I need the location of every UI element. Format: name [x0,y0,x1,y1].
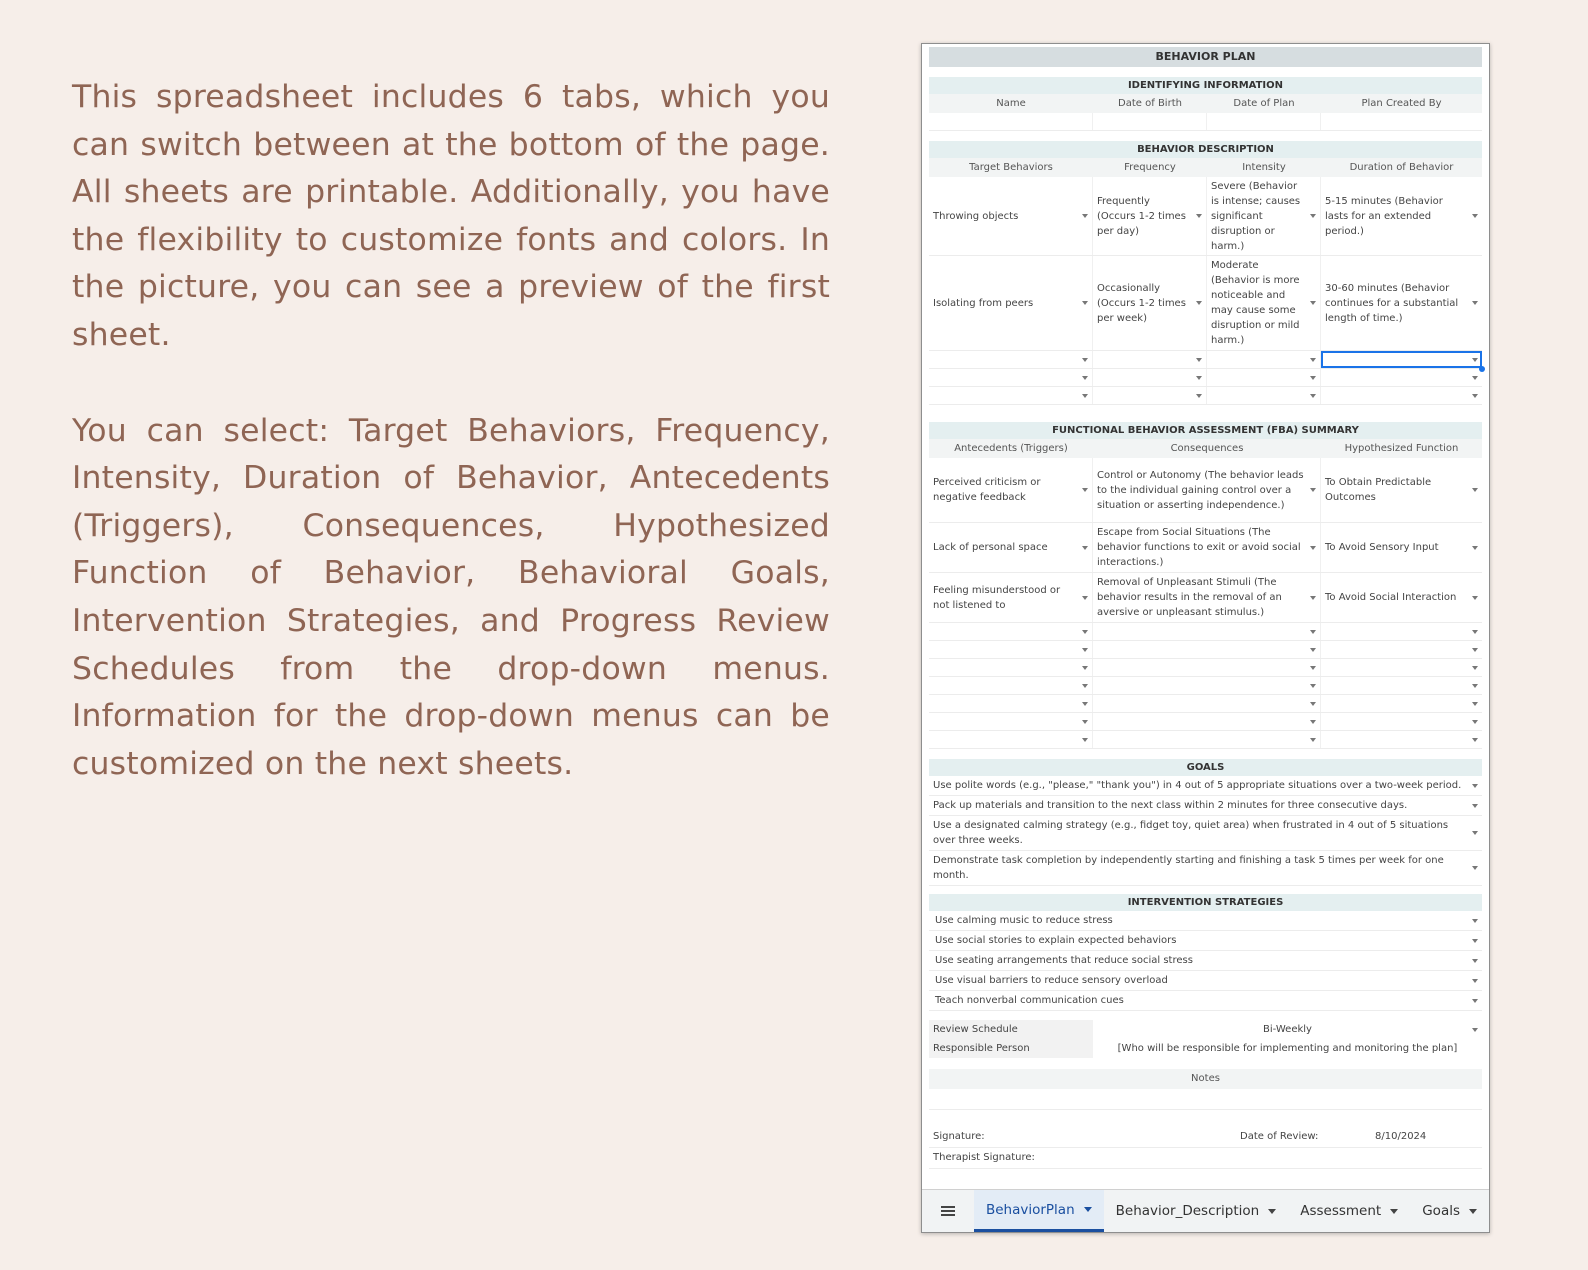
intervention-dropdown[interactable]: Use seating arrangements that reduce social stress [929,951,1482,970]
intervention-row [929,951,1482,971]
dropdown-arrow-icon [1082,648,1088,652]
fba-empty-row [929,659,1482,677]
dropdown-arrow-icon [1472,684,1478,688]
column-header-consequences: Consequences [1170,443,1244,454]
dropdown-arrow-icon [1472,919,1478,923]
dropdown-arrow-icon [1472,999,1478,1003]
date-of-review-value[interactable]: 8/10/2024 [1375,1131,1427,1142]
behavior-empty-row [929,387,1482,405]
target-behavior-dropdown[interactable] [929,351,1093,368]
dropdown-arrow-icon [1082,666,1088,670]
dropdown-arrow-icon [1310,648,1316,652]
consequence-dropdown[interactable]: Control or Autonomy (The behavior leads to the individual gaining control over a situation or asserting independence.) [1093,458,1321,522]
column-header-name: Name [996,98,1026,109]
antecedent-dropdown[interactable] [929,731,1093,748]
dropdown-arrow-icon [1310,702,1316,706]
dropdown-arrow-icon [1310,214,1316,218]
responsible-person-value[interactable]: [Who will be responsible for implementing and monitoring the plan] [1117,1043,1458,1054]
function-dropdown[interactable] [1321,695,1482,712]
fba-empty-row [929,677,1482,695]
signature-label: Signature: [933,1131,985,1142]
intervention-dropdown[interactable]: Teach nonverbal communication cues [929,991,1482,1010]
dropdown-arrow-icon [1472,866,1478,870]
dropdown-arrow-icon [1472,301,1478,305]
fba-columns [929,439,1482,458]
dropdown-arrow-icon [1082,738,1088,742]
intensity-dropdown[interactable]: Severe (Behavior is intense; causes significant disruption or harm.) [1207,177,1321,255]
function-dropdown[interactable] [1321,713,1482,730]
dropdown-arrow-icon [1082,684,1088,688]
dropdown-arrow-icon [1082,394,1088,398]
dropdown-arrow-icon [1310,720,1316,724]
antecedent-dropdown[interactable] [929,623,1093,640]
review-schedule-label: Review Schedule [929,1020,1093,1039]
dropdown-arrow-icon [1310,376,1316,380]
dropdown-arrow-icon [1472,979,1478,983]
therapist-signature-label: Therapist Signature: [933,1152,1035,1163]
intro-text-block [72,74,830,788]
dropdown-arrow-icon [1472,488,1478,492]
intervention-dropdown[interactable]: Use calming music to reduce stress [929,911,1482,930]
dropdown-arrow-icon [1082,702,1088,706]
function-dropdown[interactable]: To Avoid Social Interaction [1321,573,1482,622]
signature-row [929,1127,1482,1148]
dropdown-arrow-icon [1082,376,1088,380]
tab-assessment[interactable]: Assessment [1288,1190,1410,1232]
dropdown-arrow-icon [1082,596,1088,600]
antecedent-dropdown[interactable] [929,677,1093,694]
fba-empty-row [929,623,1482,641]
goal-dropdown[interactable]: Use polite words (e.g., "please," "thank you") in 4 out of 5 appropriate situations over a two-week period. [929,776,1482,795]
target-behavior-dropdown[interactable]: Throwing objects [929,177,1093,255]
chevron-down-icon[interactable] [1469,1209,1477,1214]
target-behavior-dropdown[interactable]: Isolating from peers [929,256,1093,350]
dropdown-arrow-icon [1472,720,1478,724]
dropdown-arrow-icon [1472,596,1478,600]
antecedent-dropdown[interactable]: Feeling misunderstood or not listened to [929,573,1093,622]
chevron-down-icon[interactable] [1390,1209,1398,1214]
consequence-dropdown[interactable] [1093,731,1321,748]
consequence-dropdown[interactable]: Removal of Unpleasant Stimuli (The behavior results in the removal of an aversive or unpleasant stimulus.) [1093,573,1321,622]
notes-field[interactable] [929,1089,1482,1110]
dropdown-arrow-icon [1082,301,1088,305]
antecedent-dropdown[interactable] [929,641,1093,658]
intro-paragraph-1: This spreadsheet includes 6 tabs, which you can switch between at the bottom of the page. All sheets are printable. Additionally, you have the flexibility to customize fonts and colors. In the picture, you can see a preview of the first sheet. [72,79,830,353]
consequence-dropdown[interactable] [1093,641,1321,658]
column-header-frequency: Frequency [1124,162,1176,173]
column-header-target-behaviors: Target Behaviors [969,162,1053,173]
antecedent-dropdown[interactable] [929,713,1093,730]
column-header-dob: Date of Birth [1118,98,1182,109]
dropdown-arrow-icon [1472,959,1478,963]
behavior-empty-row [929,351,1482,369]
dropdown-arrow-icon [1196,376,1202,380]
consequence-dropdown[interactable] [1093,713,1321,730]
dropdown-arrow-icon [1082,720,1088,724]
function-dropdown[interactable] [1321,659,1482,676]
intensity-dropdown[interactable] [1207,351,1321,368]
duration-dropdown-selected[interactable] [1321,351,1482,368]
identifying-columns [929,94,1482,113]
review-schedule-row [929,1020,1482,1039]
dropdown-arrow-icon [1472,546,1478,550]
identifying-header: IDENTIFYING INFORMATION [929,77,1482,94]
consequence-dropdown[interactable] [1093,623,1321,640]
function-dropdown[interactable] [1321,677,1482,694]
goal-row [929,796,1482,816]
dropdown-arrow-icon [1196,214,1202,218]
notes-label: Notes [929,1069,1482,1089]
dropdown-arrow-icon [1310,546,1316,550]
consequence-dropdown[interactable] [1093,695,1321,712]
fba-row [929,523,1482,573]
dropdown-arrow-icon [1082,546,1088,550]
function-dropdown[interactable] [1321,641,1482,658]
duration-dropdown[interactable] [1321,369,1482,386]
behavior-empty-row [929,369,1482,387]
dropdown-arrow-icon [1310,394,1316,398]
dropdown-arrow-icon [1310,301,1316,305]
intervention-header: INTERVENTION STRATEGIES [929,894,1482,911]
sheet-title: BEHAVIOR PLAN [929,47,1482,67]
frequency-dropdown[interactable] [1093,351,1207,368]
dropdown-arrow-icon [1196,394,1202,398]
dropdown-arrow-icon [1472,738,1478,742]
dropdown-arrow-icon [1082,214,1088,218]
therapist-signature-row [929,1148,1482,1169]
intervention-row [929,931,1482,951]
fba-row [929,458,1482,523]
antecedent-dropdown[interactable] [929,659,1093,676]
plan-created-by-cell[interactable] [1321,113,1482,130]
frequency-dropdown[interactable] [1093,387,1207,404]
identifying-input-row [929,113,1482,131]
fba-empty-row [929,713,1482,731]
column-header-antecedents: Antecedents (Triggers) [954,443,1068,454]
fba-row [929,573,1482,623]
frequency-dropdown[interactable]: Frequently (Occurs 1-2 times per day) [1093,177,1207,255]
dropdown-arrow-icon [1472,630,1478,634]
antecedent-dropdown[interactable]: Perceived criticism or negative feedback [929,458,1093,522]
name-cell[interactable] [929,113,1093,130]
fba-empty-rows [929,623,1482,749]
spreadsheet-preview [921,43,1490,1233]
antecedent-dropdown[interactable] [929,695,1093,712]
responsible-person-row [929,1039,1482,1058]
consequence-dropdown[interactable] [1093,659,1321,676]
intensity-dropdown[interactable] [1207,387,1321,404]
review-schedule-dropdown[interactable]: Bi-Weekly [1093,1020,1482,1039]
antecedent-dropdown[interactable]: Lack of personal space [929,523,1093,572]
dropdown-arrow-icon [1082,488,1088,492]
dropdown-arrow-icon [1472,358,1478,362]
fba-header: FUNCTIONAL BEHAVIOR ASSESSMENT (FBA) SUMMARY [929,422,1482,439]
goals-header: GOALS [929,759,1482,776]
column-header-hypothesized-function: Hypothesized Function [1344,443,1459,454]
intro-paragraph-2: You can select: Target Behaviors, Frequency, Intensity, Duration of Behavior, Antecedents (Triggers), Consequences, Hypothesized Function of Behavior, Behavioral Goals, Intervention Strategies, and Progress Review Schedules from the drop-down menus. Information for the drop-down menus can be customized on the next sheets. [72,412,830,782]
intervention-row [929,971,1482,991]
goal-row [929,851,1482,886]
intervention-dropdown[interactable]: Use visual barriers to reduce sensory overload [929,971,1482,990]
target-behavior-dropdown[interactable] [929,369,1093,386]
behavior-description-header: BEHAVIOR DESCRIPTION [929,141,1482,158]
chevron-down-icon[interactable] [1084,1207,1092,1212]
frequency-dropdown[interactable]: Occasionally (Occurs 1-2 times per week) [1093,256,1207,350]
dob-cell[interactable] [1093,113,1207,130]
dropdown-arrow-icon [1310,358,1316,362]
all-sheets-menu-icon[interactable] [922,1206,974,1216]
duration-dropdown[interactable]: 5-15 minutes (Behavior lasts for an extended period.) [1321,177,1482,255]
fba-empty-row [929,695,1482,713]
dropdown-arrow-icon [1472,214,1478,218]
function-dropdown[interactable]: To Obtain Predictable Outcomes [1321,458,1482,522]
fba-empty-row [929,731,1482,749]
column-header-date-of-plan: Date of Plan [1233,98,1295,109]
chevron-down-icon[interactable] [1268,1209,1276,1214]
goal-dropdown[interactable]: Demonstrate task completion by independently starting and finishing a task 5 times per week for one month. [929,851,1482,885]
dropdown-arrow-icon [1472,394,1478,398]
dropdown-arrow-icon [1310,488,1316,492]
goal-dropdown[interactable]: Pack up materials and transition to the next class within 2 minutes for three consecutive days. [929,796,1482,815]
dropdown-arrow-icon [1082,358,1088,362]
dropdown-arrow-icon [1310,666,1316,670]
tab-behaviorplan[interactable]: BehaviorPlan [974,1190,1104,1232]
dropdown-arrow-icon [1310,684,1316,688]
responsible-person-label: Responsible Person [929,1039,1093,1058]
dropdown-arrow-icon [1310,738,1316,742]
intervention-dropdown[interactable]: Use social stories to explain expected behaviors [929,931,1482,950]
function-dropdown[interactable]: To Avoid Sensory Input [1321,523,1482,572]
dropdown-arrow-icon [1082,630,1088,634]
dropdown-arrow-icon [1472,666,1478,670]
behavior-row [929,256,1482,351]
intensity-dropdown[interactable]: Moderate (Behavior is more noticeable and may cause some disruption or mild harm.) [1207,256,1321,350]
column-header-duration: Duration of Behavior [1349,162,1454,173]
tab-goals[interactable]: Goals [1410,1190,1489,1232]
dropdown-arrow-icon [1472,1028,1478,1032]
dropdown-arrow-icon [1472,831,1478,835]
dropdown-arrow-icon [1472,376,1478,380]
dropdown-arrow-icon [1472,784,1478,788]
dropdown-arrow-icon [1310,630,1316,634]
dropdown-arrow-icon [1472,804,1478,808]
function-dropdown[interactable] [1321,623,1482,640]
function-dropdown[interactable] [1321,731,1482,748]
goal-dropdown[interactable]: Use a designated calming strategy (e.g., fidget toy, quiet area) when frustrated in 4 out of 5 situations over three weeks. [929,816,1482,850]
sheet-tab-bar [922,1189,1489,1232]
dropdown-arrow-icon [1472,939,1478,943]
dropdown-arrow-icon [1472,648,1478,652]
intervention-row [929,991,1482,1011]
intensity-dropdown[interactable] [1207,369,1321,386]
date-of-plan-cell[interactable] [1207,113,1321,130]
dropdown-arrow-icon [1310,596,1316,600]
behavior-columns [929,158,1482,177]
intervention-row [929,911,1482,931]
target-behavior-dropdown[interactable] [929,387,1093,404]
date-of-review-label: Date of Review: [1240,1131,1319,1142]
behavior-row [929,177,1482,256]
column-header-intensity: Intensity [1242,162,1286,173]
fba-empty-row [929,641,1482,659]
column-header-plan-created-by: Plan Created By [1361,98,1442,109]
tab-behavior-description[interactable]: Behavior_Description [1104,1190,1289,1232]
dropdown-arrow-icon [1472,702,1478,706]
duration-dropdown[interactable] [1321,387,1482,404]
consequence-dropdown[interactable] [1093,677,1321,694]
dropdown-arrow-icon [1196,301,1202,305]
goal-row [929,816,1482,851]
goal-row [929,776,1482,796]
frequency-dropdown[interactable] [1093,369,1207,386]
duration-dropdown[interactable]: 30-60 minutes (Behavior continues for a substantial length of time.) [1321,256,1482,350]
consequence-dropdown[interactable]: Escape from Social Situations (The behavior functions to exit or avoid social interactions.) [1093,523,1321,572]
dropdown-arrow-icon [1196,358,1202,362]
